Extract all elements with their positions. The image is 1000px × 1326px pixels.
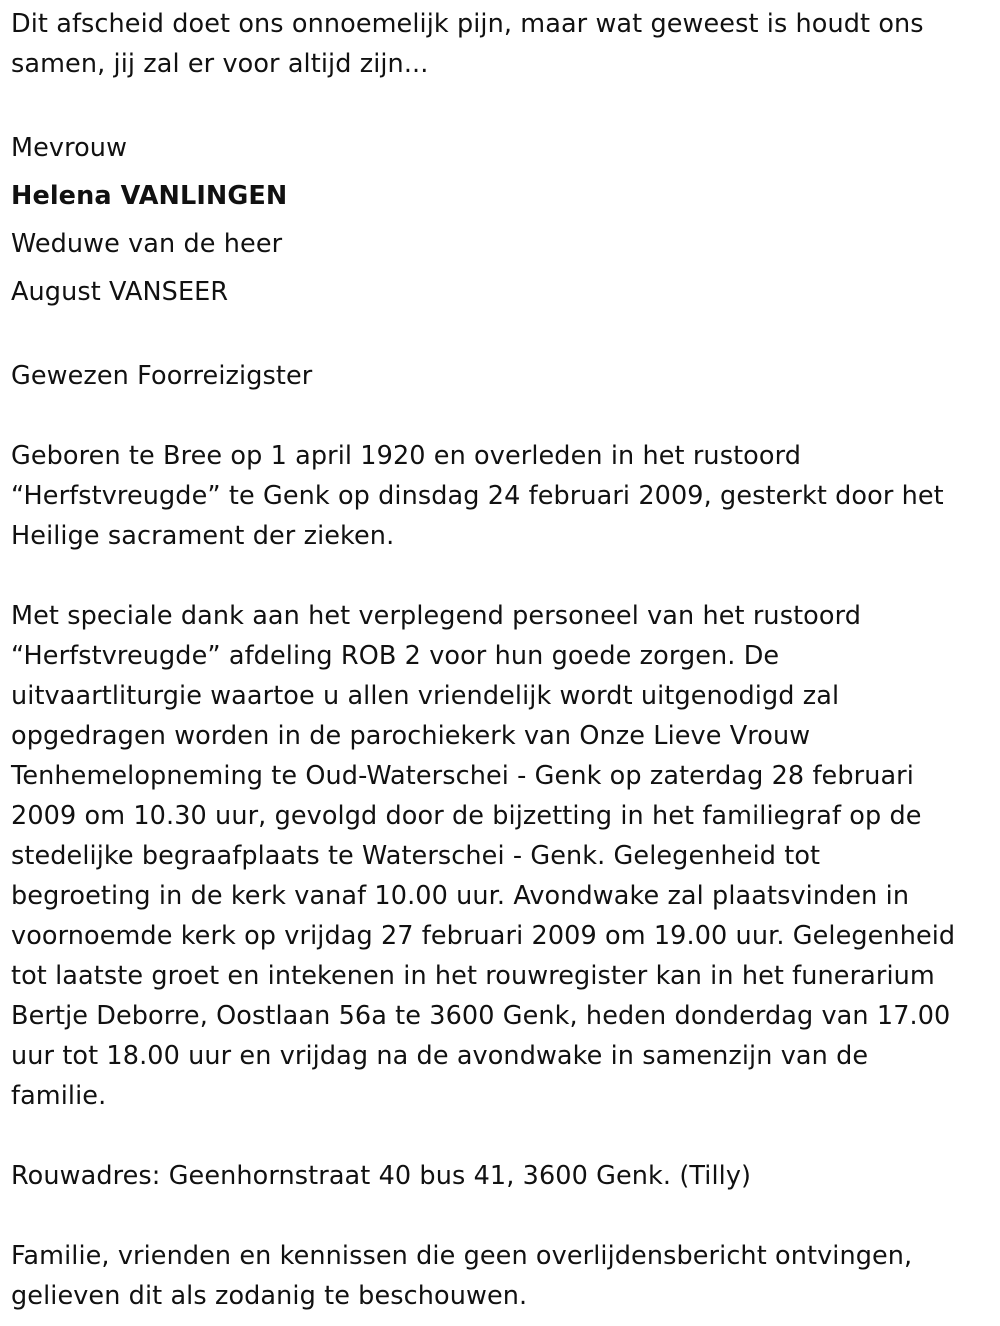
widow-of-line: Weduwe van de heer	[11, 229, 283, 259]
closing-line-2: gelieven dit als zodanig te beschouwen.	[11, 1281, 528, 1311]
birth-death-line-1: Geboren te Bree op 1 april 1920 en overleden in het rustoord	[11, 441, 801, 471]
occupation: Gewezen Foorreizigster	[11, 361, 313, 391]
ceremony-line: Tenhemelopneming te Oud-Waterschei - Genk op zaterdag 28 februari	[11, 761, 914, 791]
closing-paragraph	[11, 1236, 996, 1316]
ceremony-line: uitvaartliturgie waartoe u allen vriendelijk wordt uitgenodigd zal	[11, 681, 840, 711]
salutation: Mevrouw	[11, 133, 128, 163]
birth-death-line-2: “Herfstvreugde” te Genk op dinsdag 24 februari 2009, gesterkt door het	[11, 481, 944, 511]
ceremony-line: 2009 om 10.30 uur, gevolgd door de bijzetting in het familiegraf op de	[11, 801, 922, 831]
ceremony-paragraph	[11, 596, 996, 1116]
intro-paragraph	[11, 4, 996, 84]
obituary-document	[11, 4, 996, 1316]
ceremony-line: Met speciale dank aan het verplegend personeel van het rustoord	[11, 601, 862, 631]
deceased-name: Helena VANLINGEN	[11, 181, 288, 211]
ceremony-line: familie.	[11, 1081, 107, 1111]
ceremony-line: begroeting in de kerk vanaf 10.00 uur. Avondwake zal plaatsvinden in	[11, 881, 910, 911]
intro-line-2: samen, jij zal er voor altijd zijn...	[11, 49, 429, 79]
ceremony-line: Bertje Deborre, Oostlaan 56a te 3600 Genk, heden donderdag van 17.00	[11, 1001, 951, 1031]
ceremony-line: “Herfstvreugde” afdeling ROB 2 voor hun goede zorgen. De	[11, 641, 780, 671]
ceremony-line: tot laatste groet en intekenen in het rouwregister kan in het funerarium	[11, 961, 935, 991]
ceremony-line: opgedragen worden in de parochiekerk van Onze Lieve Vrouw	[11, 721, 811, 751]
spouse-name: August VANSEER	[11, 277, 229, 307]
ceremony-line: uur tot 18.00 uur en vrijdag na de avondwake in samenzijn van de	[11, 1041, 869, 1071]
birth-death-paragraph	[11, 436, 996, 556]
intro-line-1: Dit afscheid doet ons onnoemelijk pijn, maar wat geweest is houdt ons	[11, 9, 924, 39]
ceremony-line: voornoemde kerk op vrijdag 27 februari 2009 om 19.00 uur. Gelegenheid	[11, 921, 956, 951]
mourning-address: Rouwadres: Geenhornstraat 40 bus 41, 3600 Genk. (Tilly)	[11, 1161, 752, 1191]
closing-line-1: Familie, vrienden en kennissen die geen overlijdensbericht ontvingen,	[11, 1241, 913, 1271]
birth-death-line-3: Heilige sacrament der zieken.	[11, 521, 395, 551]
ceremony-line: stedelijke begraafplaats te Waterschei - Genk. Gelegenheid tot	[11, 841, 821, 871]
